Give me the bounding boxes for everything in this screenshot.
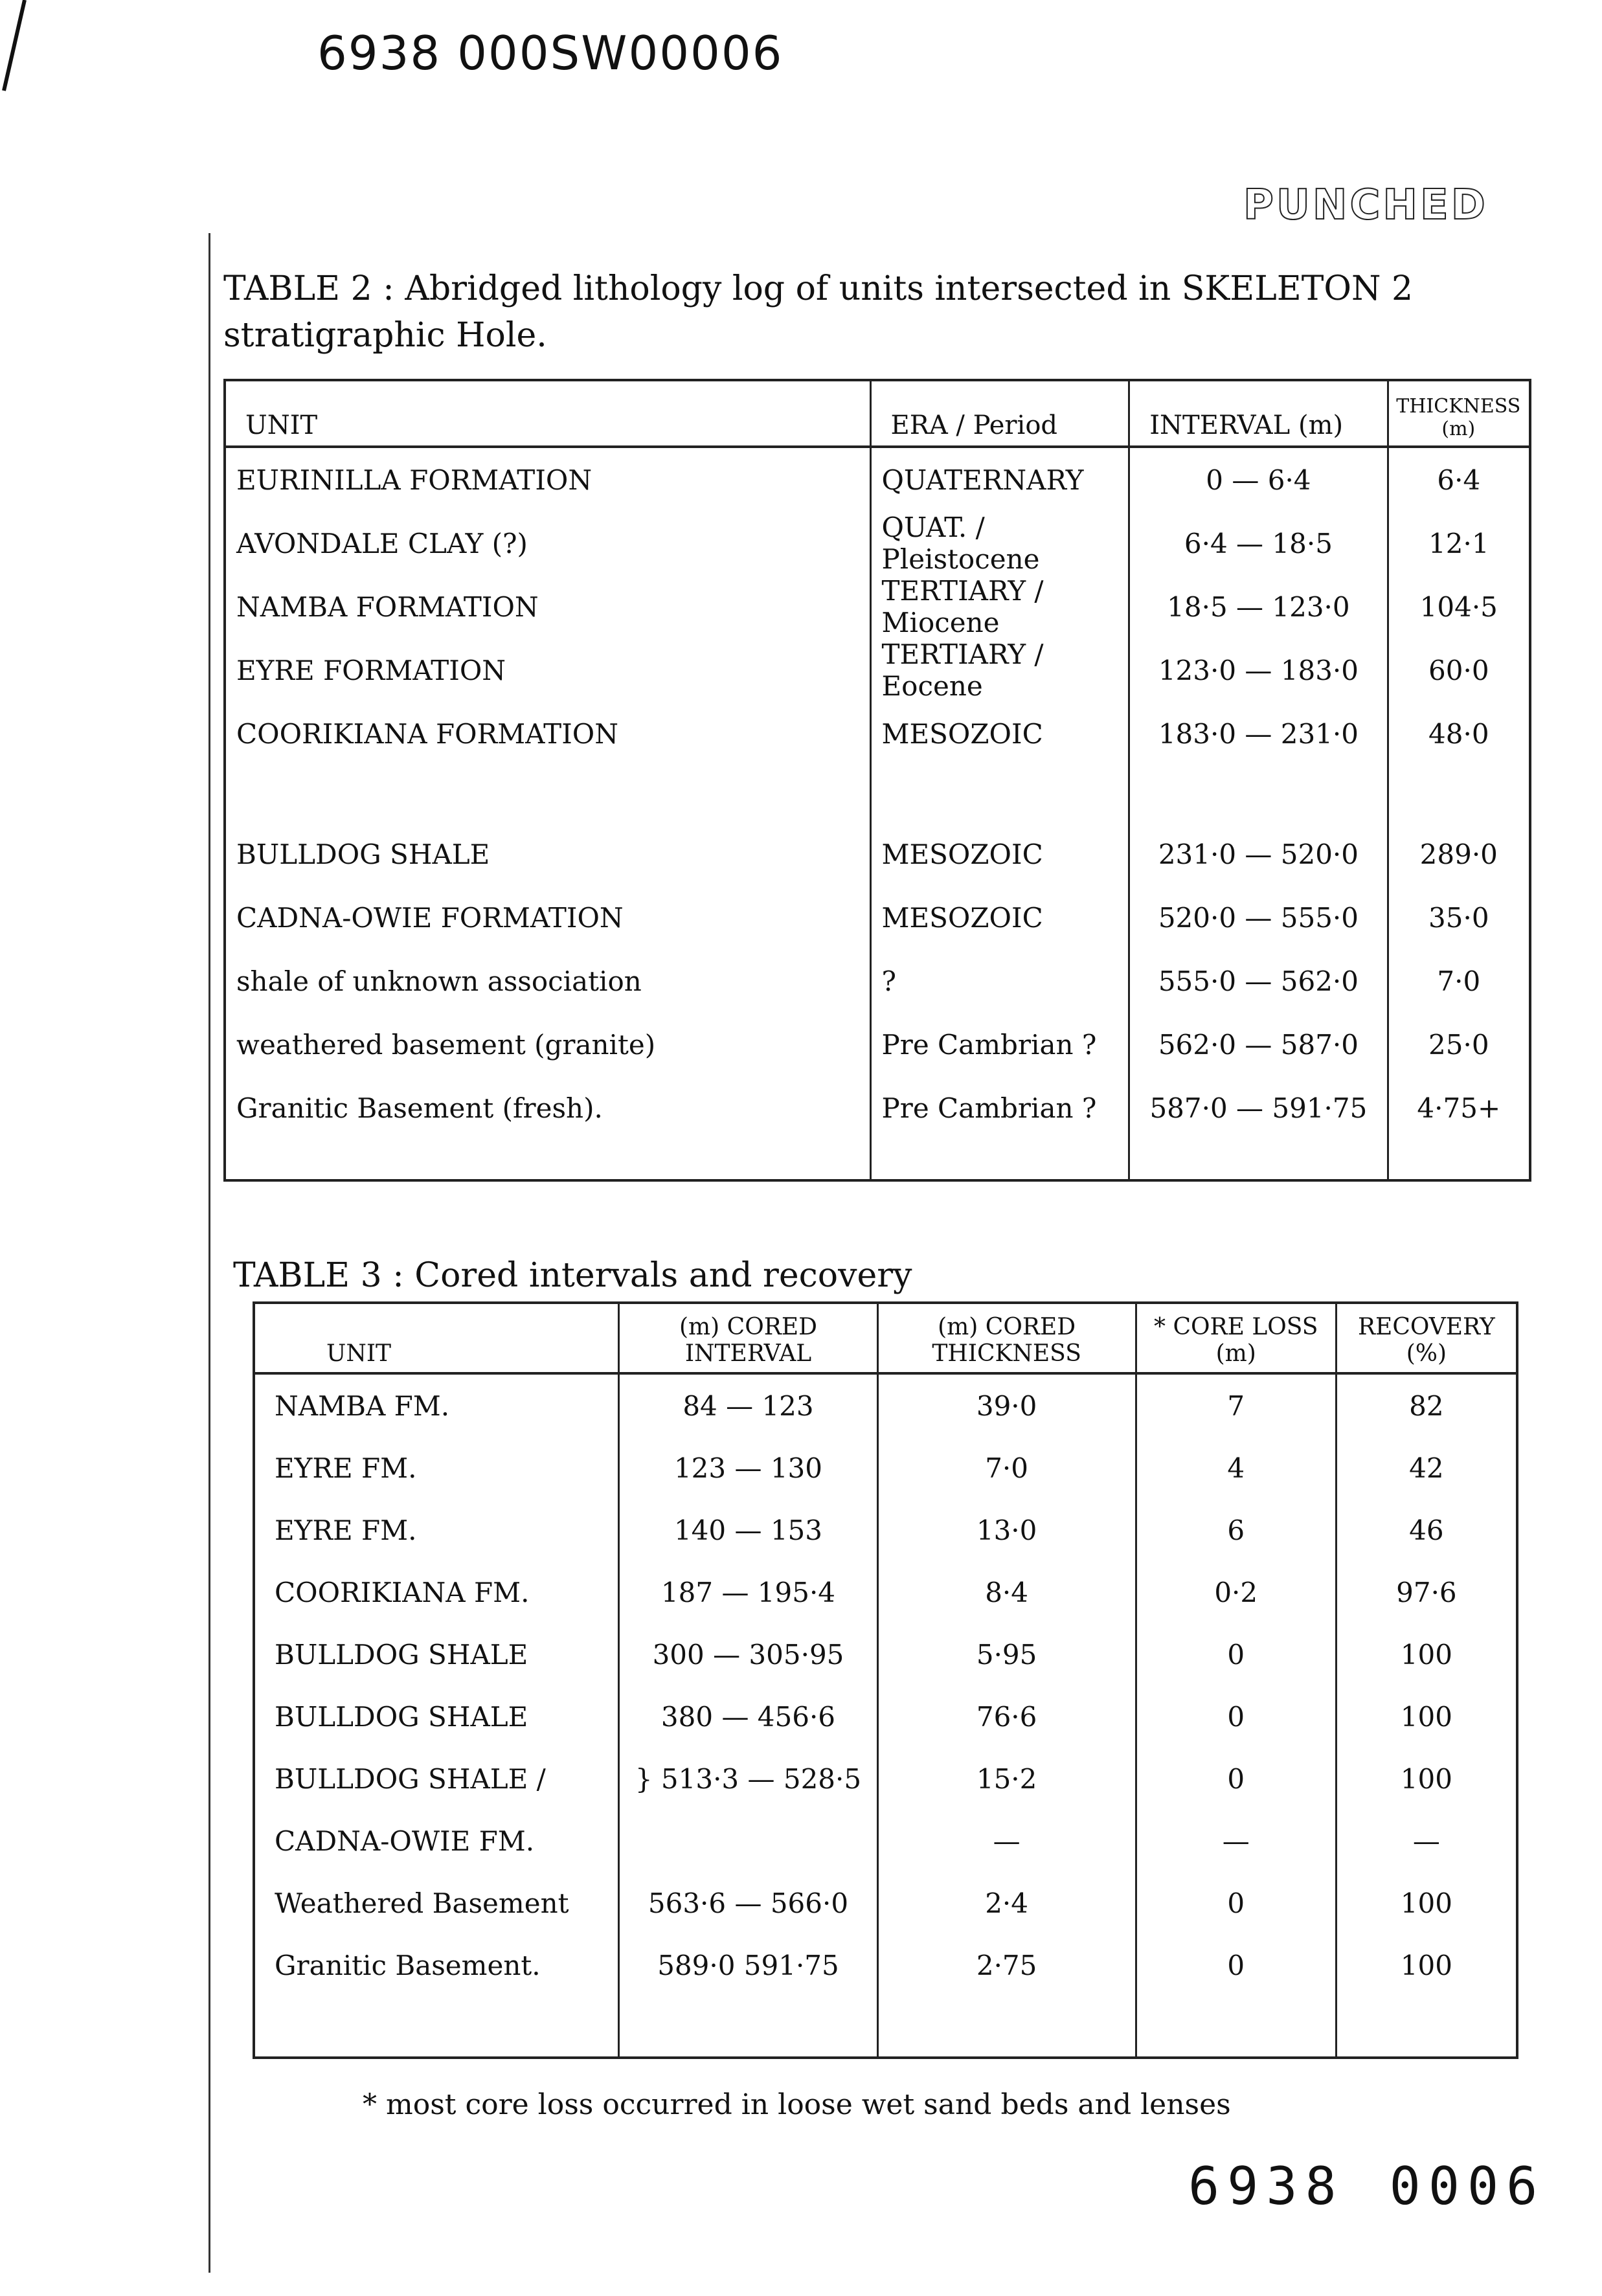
era-cell: Pre Cambrian ? [870,1013,1129,1076]
unit-cell: Weathered Basement [254,1872,619,1934]
unit-cell: EYRE FM. [254,1499,619,1561]
unit-cell: NAMBA FM. [254,1373,619,1437]
column-header: * CORE LOSS (m) [1136,1303,1336,1373]
table-row [254,1561,1517,1623]
cored-interval-cell: 84 — 123 [619,1373,877,1437]
table-header-row [225,380,1530,447]
table-row [254,1934,1517,1996]
thickness-cell: 60·0 [1428,654,1489,686]
column-header: UNIT [254,1303,619,1373]
era-cell: TERTIARY / Miocene [870,575,1129,638]
recovery-cell: 46 [1409,1514,1444,1546]
thickness-cell: 25·0 [1428,1028,1489,1061]
unit-cell: EURINILLA FORMATION [225,447,870,512]
cored-thickness-cell: 15·2 [877,1748,1136,1810]
recovery-cell: 100 [1400,1638,1452,1671]
thickness-cell: 7·0 [1437,965,1481,997]
punched-stamp: PUNCHED [1243,181,1488,229]
thickness-cell: 12·1 [1428,527,1489,559]
unit-cell: COORIKIANA FORMATION [225,702,870,765]
era-cell: QUAT. / Pleistocene [870,512,1129,575]
cored-intervals-table [253,1301,1518,2059]
thickness-cell: 4·75+ [1417,1092,1501,1124]
table-row [225,886,1530,949]
unit-cell: COORIKIANA FM. [254,1561,619,1623]
core-loss-cell: 6 [1136,1499,1336,1561]
interval-cell: 562·0 — 587·0 [1129,1013,1388,1076]
table-row [225,949,1530,1013]
era-cell: MESOZOIC [870,886,1129,949]
unit-cell: weathered basement (granite) [225,1013,870,1076]
era-cell: MESOZOIC [870,702,1129,765]
recovery-cell: 100 [1400,1949,1452,1981]
core-loss-cell: — [1136,1810,1336,1872]
recovery-cell: 97·6 [1396,1576,1457,1608]
interval-cell: 18·5 — 123·0 [1129,575,1388,638]
table-row [254,1437,1517,1499]
footer-code [1188,2156,1545,2216]
cored-interval-cell: 380 — 456·6 [619,1685,877,1748]
column-header: THICKNESS (m) [1388,380,1530,447]
era-cell: ? [870,949,1129,1013]
interval-cell: 0 — 6·4 [1129,447,1388,512]
cored-thickness-cell: — [877,1810,1136,1872]
cored-interval-cell: } 513·3 — 528·5 [619,1748,877,1810]
thickness-cell: 104·5 [1419,591,1498,623]
core-loss-cell: 0 [1136,1623,1336,1685]
cored-interval-cell: 187 — 195·4 [619,1561,877,1623]
unit-cell: EYRE FORMATION [225,638,870,702]
core-loss-footnote: * most core loss occurred in loose wet sand beds and lenses [363,2088,1231,2121]
footer-code-part2: 0006 [1389,2156,1546,2216]
core-loss-cell: 7 [1136,1373,1336,1437]
table-row [225,822,1530,886]
unit-cell: Granitic Basement (fresh). [225,1076,870,1140]
cored-rows [254,1373,1517,2058]
table-row [225,1076,1530,1140]
cored-interval-cell: 140 — 153 [619,1499,877,1561]
document-code: 6938 000SW00006 [317,26,784,80]
unit-cell: BULLDOG SHALE [254,1623,619,1685]
column-header: INTERVAL (m) [1129,380,1388,447]
table-row [254,1373,1517,1437]
cored-thickness-cell: 8·4 [877,1561,1136,1623]
table-row [225,447,1530,512]
recovery-cell: — [1412,1825,1440,1857]
thickness-cell: 35·0 [1428,901,1489,934]
thickness-cell: 48·0 [1428,717,1489,750]
core-loss-cell: 4 [1136,1437,1336,1499]
table3-caption: TABLE 3 : Cored intervals and recovery [233,1256,912,1295]
thickness-cell: 6·4 [1437,464,1481,496]
table2-caption: TABLE 2 : Abridged lithology log of units intersected in SKELETON 2 stratigraphic Hole. [223,269,1414,355]
unit-cell: AVONDALE CLAY (?) [225,512,870,575]
column-header: ERA / Period [870,380,1129,447]
table-row [254,1748,1517,1810]
unit-cell: shale of unknown association [225,949,870,1013]
recovery-cell: 100 [1400,1700,1452,1733]
interval-cell: 123·0 — 183·0 [1129,638,1388,702]
cored-interval-cell: 300 — 305·95 [619,1623,877,1685]
interval-cell: 183·0 — 231·0 [1129,702,1388,765]
core-loss-cell: 0 [1136,1685,1336,1748]
cored-thickness-cell: 2·75 [877,1934,1136,1996]
lithology-rows [225,447,1530,1180]
recovery-cell: 42 [1409,1452,1444,1484]
table-tail-row [225,1140,1530,1180]
table-row [254,1872,1517,1934]
spacer-row [225,765,1530,822]
table-row [254,1623,1517,1685]
cored-thickness-cell: 76·6 [877,1685,1136,1748]
unit-cell: EYRE FM. [254,1437,619,1499]
unit-cell: BULLDOG SHALE [254,1685,619,1748]
table-row [254,1685,1517,1748]
table-row [225,512,1530,575]
recovery-cell: 100 [1400,1887,1452,1919]
interval-cell: 231·0 — 520·0 [1129,822,1388,886]
unit-cell: BULLDOG SHALE [225,822,870,886]
table-row [225,702,1530,765]
core-loss-cell: 0 [1136,1934,1336,1996]
era-cell: QUATERNARY [870,447,1129,512]
binding-margin-line [209,233,210,2273]
column-header: (m) CORED INTERVAL [619,1303,877,1373]
unit-cell: NAMBA FORMATION [225,575,870,638]
table-tail-row [254,1996,1517,2058]
thickness-cell: 289·0 [1419,838,1498,870]
core-loss-cell: 0 [1136,1748,1336,1810]
margin-slash-mark [0,0,39,104]
unit-cell: Granitic Basement. [254,1934,619,1996]
column-header: RECOVERY (%) [1336,1303,1517,1373]
era-cell: TERTIARY / Eocene [870,638,1129,702]
interval-cell: 520·0 — 555·0 [1129,886,1388,949]
table-row [225,575,1530,638]
unit-cell: BULLDOG SHALE / [254,1748,619,1810]
column-header: (m) CORED THICKNESS [877,1303,1136,1373]
unit-cell: CADNA-OWIE FORMATION [225,886,870,949]
lithology-log-table [223,379,1531,1182]
cored-interval-cell [619,1810,877,1872]
cored-thickness-cell: 5·95 [877,1623,1136,1685]
interval-cell: 555·0 — 562·0 [1129,949,1388,1013]
table-row [254,1810,1517,1872]
interval-cell: 6·4 — 18·5 [1129,512,1388,575]
cored-thickness-cell: 7·0 [877,1437,1136,1499]
recovery-cell: 100 [1400,1762,1452,1795]
column-header: UNIT [225,380,870,447]
footer-code-part1: 6938 [1188,2156,1344,2216]
era-cell: Pre Cambrian ? [870,1076,1129,1140]
era-cell: MESOZOIC [870,822,1129,886]
table-header-row [254,1303,1517,1373]
core-loss-cell: 0 [1136,1872,1336,1934]
cored-thickness-cell: 2·4 [877,1872,1136,1934]
recovery-cell: 82 [1409,1390,1444,1422]
cored-interval-cell: 563·6 — 566·0 [619,1872,877,1934]
cored-interval-cell: 589·0 591·75 [619,1934,877,1996]
core-loss-cell: 0·2 [1136,1561,1336,1623]
table-row [225,638,1530,702]
table-row [225,1013,1530,1076]
cored-thickness-cell: 13·0 [877,1499,1136,1561]
table-row [254,1499,1517,1561]
cored-thickness-cell: 39·0 [877,1373,1136,1437]
cored-interval-cell: 123 — 130 [619,1437,877,1499]
interval-cell: 587·0 — 591·75 [1129,1076,1388,1140]
unit-cell: CADNA-OWIE FM. [254,1810,619,1872]
